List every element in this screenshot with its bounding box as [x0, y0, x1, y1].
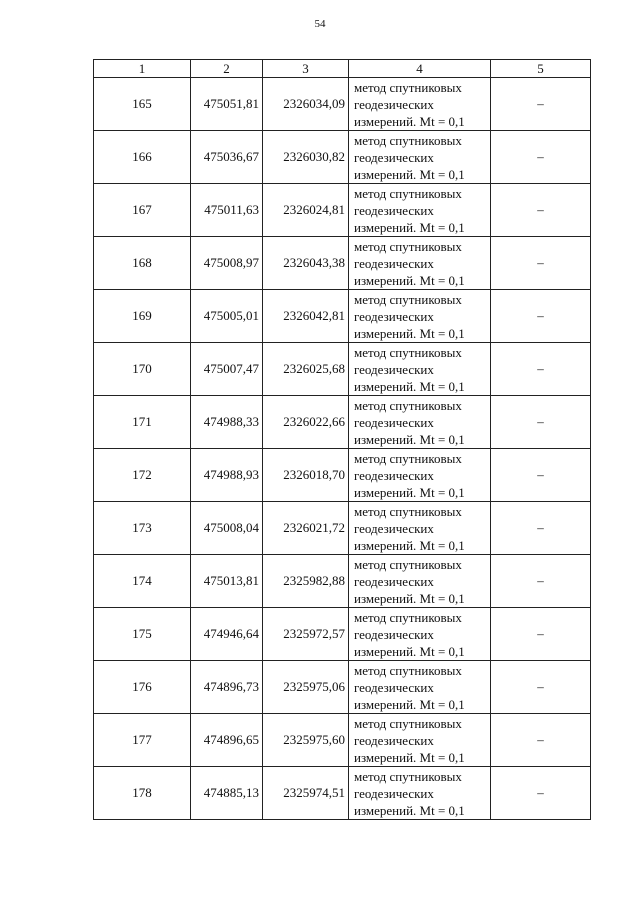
column-header-x: 2 [191, 60, 263, 78]
method-cell [349, 237, 491, 290]
note-cell: – [491, 78, 591, 131]
table-row [94, 78, 591, 131]
method-cell [349, 396, 491, 449]
column-header-method: 4 [349, 60, 491, 78]
method-line: геодезических [354, 732, 434, 748]
y-coordinate-cell: 2325972,57 [263, 608, 349, 661]
method-line: метод спутниковых [354, 185, 462, 201]
y-coordinate-cell: 2326021,72 [263, 502, 349, 555]
method-line: геодезических [354, 96, 434, 112]
method-line: измерений. Mt = 0,1 [354, 484, 465, 500]
x-coordinate-cell: 475011,63 [191, 184, 263, 237]
table-row [94, 555, 591, 608]
x-coordinate-cell: 474988,93 [191, 449, 263, 502]
method-cell [349, 767, 491, 820]
point-number-cell: 177 [94, 714, 191, 767]
point-number-cell: 173 [94, 502, 191, 555]
method-cell [349, 661, 491, 714]
method-line: метод спутниковых [354, 291, 462, 307]
method-line: метод спутниковых [354, 132, 462, 148]
table-row [94, 767, 591, 820]
y-coordinate-cell: 2326025,68 [263, 343, 349, 396]
note-cell: – [491, 131, 591, 184]
method-line: метод спутниковых [354, 609, 462, 625]
x-coordinate-cell: 474896,65 [191, 714, 263, 767]
note-cell: – [491, 343, 591, 396]
point-number-cell: 175 [94, 608, 191, 661]
x-coordinate-cell: 474946,64 [191, 608, 263, 661]
method-line: измерений. Mt = 0,1 [354, 696, 465, 712]
table-row [94, 290, 591, 343]
y-coordinate-cell: 2326042,81 [263, 290, 349, 343]
note-cell: – [491, 184, 591, 237]
method-line: геодезических [354, 149, 434, 165]
method-cell [349, 290, 491, 343]
table-row [94, 343, 591, 396]
note-cell: – [491, 237, 591, 290]
method-line: измерений. Mt = 0,1 [354, 802, 465, 818]
column-header-point: 1 [94, 60, 191, 78]
point-number-cell: 170 [94, 343, 191, 396]
table-row [94, 608, 591, 661]
point-number-cell: 172 [94, 449, 191, 502]
y-coordinate-cell: 2326024,81 [263, 184, 349, 237]
x-coordinate-cell: 475051,81 [191, 78, 263, 131]
point-number-cell: 176 [94, 661, 191, 714]
point-number-cell: 166 [94, 131, 191, 184]
x-coordinate-cell: 474896,73 [191, 661, 263, 714]
y-coordinate-cell: 2326022,66 [263, 396, 349, 449]
x-coordinate-cell: 475005,01 [191, 290, 263, 343]
method-cell [349, 502, 491, 555]
note-cell: – [491, 290, 591, 343]
point-number-cell: 174 [94, 555, 191, 608]
method-line: геодезических [354, 308, 434, 324]
table-body [94, 78, 591, 820]
table-row [94, 449, 591, 502]
method-line: измерений. Mt = 0,1 [354, 378, 465, 394]
method-line: геодезических [354, 202, 434, 218]
method-line: метод спутниковых [354, 662, 462, 678]
x-coordinate-cell: 475008,04 [191, 502, 263, 555]
point-number-cell: 165 [94, 78, 191, 131]
y-coordinate-cell: 2325975,60 [263, 714, 349, 767]
method-cell [349, 78, 491, 131]
point-number-cell: 169 [94, 290, 191, 343]
method-line: метод спутниковых [354, 768, 462, 784]
note-cell: – [491, 502, 591, 555]
method-line: метод спутниковых [354, 238, 462, 254]
x-coordinate-cell: 475013,81 [191, 555, 263, 608]
method-line: геодезических [354, 679, 434, 695]
method-line: геодезических [354, 414, 434, 430]
method-line: измерений. Mt = 0,1 [354, 643, 465, 659]
point-number-cell: 168 [94, 237, 191, 290]
table-row [94, 396, 591, 449]
note-cell: – [491, 396, 591, 449]
table-header [94, 60, 591, 78]
y-coordinate-cell: 2326030,82 [263, 131, 349, 184]
note-cell: – [491, 449, 591, 502]
method-line: метод спутниковых [354, 344, 462, 360]
method-line: измерений. Mt = 0,1 [354, 113, 465, 129]
page-number: 54 [314, 18, 326, 30]
method-cell [349, 449, 491, 502]
method-cell [349, 555, 491, 608]
note-cell: – [491, 767, 591, 820]
table-row [94, 502, 591, 555]
method-line: геодезических [354, 573, 434, 589]
header-row [94, 60, 591, 78]
table-row [94, 237, 591, 290]
method-cell [349, 184, 491, 237]
point-number-cell: 178 [94, 767, 191, 820]
column-header-note: 5 [491, 60, 591, 78]
table-row [94, 714, 591, 767]
method-line: измерений. Mt = 0,1 [354, 590, 465, 606]
y-coordinate-cell: 2326043,38 [263, 237, 349, 290]
x-coordinate-cell: 474885,13 [191, 767, 263, 820]
method-cell [349, 608, 491, 661]
method-line: измерений. Mt = 0,1 [354, 325, 465, 341]
method-line: измерений. Mt = 0,1 [354, 749, 465, 765]
method-line: метод спутниковых [354, 715, 462, 731]
note-cell: – [491, 661, 591, 714]
method-line: метод спутниковых [354, 450, 462, 466]
method-line: геодезических [354, 467, 434, 483]
method-line: геодезических [354, 255, 434, 271]
method-line: метод спутниковых [354, 79, 462, 95]
y-coordinate-cell: 2326034,09 [263, 78, 349, 131]
table-row [94, 661, 591, 714]
table-row [94, 131, 591, 184]
x-coordinate-cell: 475007,47 [191, 343, 263, 396]
method-line: измерений. Mt = 0,1 [354, 272, 465, 288]
note-cell: – [491, 714, 591, 767]
method-line: измерений. Mt = 0,1 [354, 166, 465, 182]
note-cell: – [491, 608, 591, 661]
table-row [94, 184, 591, 237]
y-coordinate-cell: 2325982,88 [263, 555, 349, 608]
method-line: геодезических [354, 626, 434, 642]
y-coordinate-cell: 2325974,51 [263, 767, 349, 820]
column-header-y: 3 [263, 60, 349, 78]
method-line: геодезических [354, 785, 434, 801]
note-cell: – [491, 555, 591, 608]
method-line: метод спутниковых [354, 503, 462, 519]
x-coordinate-cell: 474988,33 [191, 396, 263, 449]
x-coordinate-cell: 475008,97 [191, 237, 263, 290]
point-number-cell: 167 [94, 184, 191, 237]
y-coordinate-cell: 2325975,06 [263, 661, 349, 714]
point-number-cell: 171 [94, 396, 191, 449]
y-coordinate-cell: 2326018,70 [263, 449, 349, 502]
method-line: метод спутниковых [354, 556, 462, 572]
method-line: геодезических [354, 361, 434, 377]
method-line: измерений. Mt = 0,1 [354, 219, 465, 235]
method-cell [349, 131, 491, 184]
method-cell [349, 343, 491, 396]
method-line: измерений. Mt = 0,1 [354, 431, 465, 447]
method-line: геодезических [354, 520, 434, 536]
method-line: метод спутниковых [354, 397, 462, 413]
coordinates-table [93, 59, 591, 820]
method-line: измерений. Mt = 0,1 [354, 537, 465, 553]
method-cell [349, 714, 491, 767]
x-coordinate-cell: 475036,67 [191, 131, 263, 184]
